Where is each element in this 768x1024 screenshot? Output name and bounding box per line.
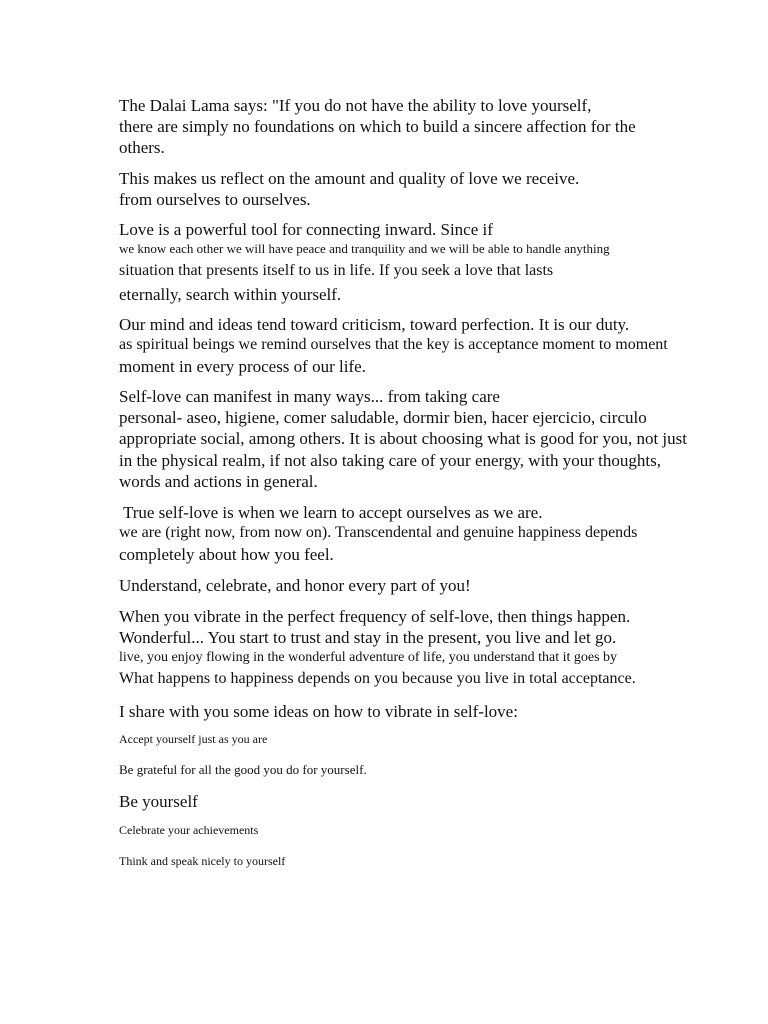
paragraph-5-line-2: personal- aseo, higiene, comer saludable, dormir bien, hacer ejercicio, circulo <box>119 408 647 427</box>
paragraph-3-line-2: we know each other we will have peace and tranquility and we will be able to handle anything <box>119 241 610 256</box>
paragraph-3-line-1: Love is a powerful tool for connecting inward. Since if <box>119 220 493 239</box>
paragraph-1-line-2: there are simply no foundations on which to build a sincere affection for the <box>119 117 636 136</box>
paragraph-9-line-1: I share with you some ideas on how to vibrate in self-love: <box>119 702 518 721</box>
paragraph-5-line-3: appropriate social, among others. It is about choosing what is good for you, not just <box>119 429 687 448</box>
paragraph-6-line-1: True self-love is when we learn to accept ourselves as we are. <box>119 503 543 522</box>
paragraph-8-line-3: live, you enjoy flowing in the wonderful adventure of life, you understand that it goes by <box>119 650 618 665</box>
paragraph-5-line-1: Self-love can manifest in many ways... from taking care <box>119 387 500 406</box>
paragraph-4-line-3: moment in every process of our life. <box>119 357 366 376</box>
paragraph-6-line-3: completely about how you feel. <box>119 545 334 564</box>
paragraph-5-line-5: words and actions in general. <box>119 472 318 491</box>
paragraph-2-line-2: from ourselves to ourselves. <box>119 190 311 209</box>
paragraph-3-line-4: eternally, search within yourself. <box>119 285 342 304</box>
paragraph-1-line-3: others. <box>119 138 165 157</box>
paragraph-7-line-1: Understand, celebrate, and honor every part of you! <box>119 576 471 595</box>
idea-item-5: Think and speak nicely to yourself <box>119 854 286 868</box>
paragraph-4-line-1: Our mind and ideas tend toward criticism, toward perfection. It is our duty. <box>119 315 630 334</box>
paragraph-3-line-3: situation that presents itself to us in life. If you seek a love that lasts <box>119 262 554 279</box>
idea-item-3: Be yourself <box>119 792 198 811</box>
paragraph-8-line-2: Wonderful... You start to trust and stay in the present, you live and let go. <box>119 628 617 647</box>
paragraph-8-line-4: What happens to happiness depends on you because you live in total acceptance. <box>119 670 636 687</box>
idea-item-4: Celebrate your achievements <box>119 823 259 837</box>
paragraph-4-line-2: as spiritual beings we remind ourselves that the key is acceptance moment to moment <box>119 336 668 353</box>
paragraph-1-line-1: The Dalai Lama says: "If you do not have the ability to love yourself, <box>119 96 592 115</box>
paragraph-6-line-2: we are (right now, from now on). Transcendental and genuine happiness depends <box>119 524 638 541</box>
paragraph-8-line-1: When you vibrate in the perfect frequency of self-love, then things happen. <box>119 607 631 626</box>
idea-item-1: Accept yourself just as you are <box>119 732 268 746</box>
idea-item-2: Be grateful for all the good you do for yourself. <box>119 762 367 777</box>
paragraph-2-line-1: This makes us reflect on the amount and quality of love we receive. <box>119 169 580 188</box>
paragraph-5-line-4: in the physical realm, if not also taking care of your energy, with your thoughts, <box>119 451 661 470</box>
